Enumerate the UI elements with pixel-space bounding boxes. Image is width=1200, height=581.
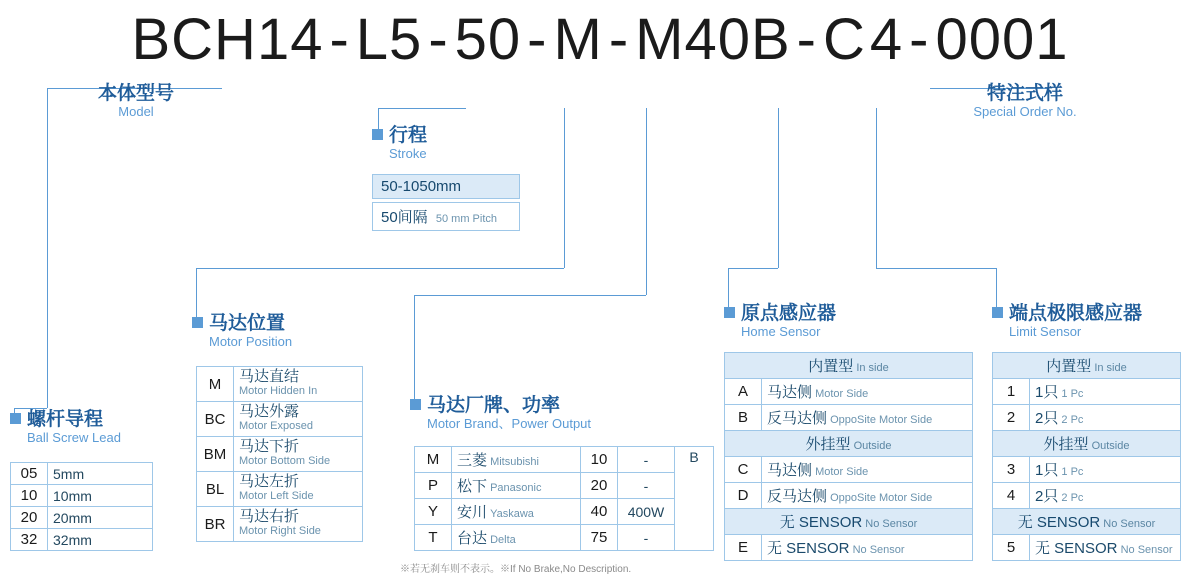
value-cn: 台达	[457, 530, 488, 547]
table-row	[415, 473, 714, 499]
value-cn: 安川	[457, 504, 488, 521]
table-row	[197, 367, 363, 402]
leader-brand-v	[414, 295, 415, 405]
heading-special-en: Special Order No.	[973, 104, 1077, 119]
motor-brand-note: ※若无刹车则不表示。※If No Brake,No Description.	[400, 564, 632, 575]
table-value-cell	[762, 535, 973, 561]
table-value-cell: 400W	[618, 499, 675, 525]
heading-home-sensor-cn	[724, 304, 836, 324]
table-row	[11, 463, 153, 485]
value-en: Motor Bottom Side	[239, 455, 331, 467]
code-dash-1: -	[329, 7, 350, 72]
table-key-cell: 5	[993, 535, 1030, 561]
table-key-cell: M	[197, 367, 234, 402]
value-cn: 2只	[1035, 488, 1059, 505]
value-cn: 马达侧	[767, 384, 813, 401]
table-value-cell: -	[618, 447, 675, 473]
table-brake-cell: B	[675, 447, 714, 551]
leader-brand-h	[414, 295, 646, 296]
table-value-cell	[762, 379, 973, 405]
leader-limit-h	[876, 268, 996, 269]
leader-model-down	[47, 88, 48, 408]
table-key-cell: 05	[11, 463, 48, 485]
band-label: 无 SENSOR No Sensor	[993, 509, 1181, 535]
heading-limit-sensor-cn-text: 端点极限感应器	[1009, 303, 1143, 324]
table-value-cell	[452, 447, 581, 473]
table-value-cell	[452, 473, 581, 499]
heading-special-cn: 特注式样	[986, 83, 1063, 104]
heading-lead	[10, 410, 121, 446]
value-en: Motor Side	[812, 466, 869, 478]
table-row	[725, 483, 973, 509]
table-key-cell: 75	[581, 525, 618, 551]
table-key-cell: BL	[197, 472, 234, 507]
value-cn: 1只	[1035, 384, 1059, 401]
leader-motorpos-h	[196, 268, 564, 269]
home-sensor-table	[724, 352, 973, 561]
heading-model	[46, 84, 226, 120]
leader-brand-up	[646, 108, 647, 295]
table-value-cell: 32mm	[48, 529, 153, 551]
code-segment-limit-sensor: 4	[869, 7, 904, 72]
heading-model-en: Model	[118, 104, 154, 119]
table-row	[11, 529, 153, 551]
table-row	[415, 499, 714, 525]
heading-home-sensor-cn-text: 原点感应器	[741, 303, 837, 324]
table-key-cell: 2	[993, 405, 1030, 431]
table-key-cell: B	[725, 405, 762, 431]
table-value-cell: 5mm	[48, 463, 153, 485]
heading-motor-brand-cn	[410, 396, 591, 416]
table-key-cell: BM	[197, 437, 234, 472]
table-value-cell	[234, 472, 363, 507]
table-row	[993, 379, 1181, 405]
value-cn: 2只	[1035, 410, 1059, 427]
heading-home-sensor	[724, 304, 836, 340]
table-key-cell: A	[725, 379, 762, 405]
table-key-cell: 20	[11, 507, 48, 529]
table-key-cell: 10	[581, 447, 618, 473]
value-en: Motor Side	[812, 388, 869, 400]
table-value-cell	[1030, 379, 1181, 405]
code-dash-5: -	[796, 7, 817, 72]
heading-home-sensor-en: Home Sensor	[741, 324, 821, 339]
value-en: Motor Hidden In	[239, 385, 318, 397]
value-en: Mitsubishi	[487, 456, 539, 468]
table-key-cell: Y	[415, 499, 452, 525]
value-cn: 无 SENSOR	[1035, 540, 1118, 557]
heading-motor-position-cn-text: 马达位置	[209, 313, 286, 334]
value-en: Yaskawa	[487, 508, 534, 520]
code-segment-stroke: 50	[454, 7, 522, 72]
table-row	[415, 447, 714, 473]
table-key-cell: D	[725, 483, 762, 509]
ball-screw-lead-table	[10, 462, 153, 551]
heading-motor-position-cn	[192, 314, 292, 334]
heading-stroke-en: Stroke	[389, 146, 427, 161]
heading-limit-sensor	[992, 304, 1142, 340]
heading-motor-brand-cn-text: 马达厂牌、功率	[427, 395, 561, 416]
heading-lead-en: Ball Screw Lead	[27, 430, 121, 445]
bullet-square-icon	[724, 307, 735, 318]
table-row	[11, 485, 153, 507]
table-value-cell	[234, 367, 363, 402]
code-segment-lead: L5	[355, 7, 423, 72]
leader-stroke-top	[378, 108, 466, 109]
table-band-row	[993, 509, 1181, 535]
table-key-cell: P	[415, 473, 452, 499]
table-band-row	[993, 353, 1181, 379]
table-value-cell: 20mm	[48, 507, 153, 529]
table-key-cell: BR	[197, 507, 234, 542]
heading-lead-cn-text: 螺杆导程	[27, 409, 104, 430]
value-cn: 马达侧	[767, 462, 813, 479]
motor-brand-power-table	[414, 446, 714, 551]
table-key-cell: E	[725, 535, 762, 561]
code-segment-motor-position: M	[553, 7, 603, 72]
bullet-square-icon	[410, 399, 421, 410]
heading-stroke	[372, 126, 427, 162]
value-cn: 马达下折	[239, 438, 300, 455]
code-segment-model: BCH14	[131, 7, 324, 72]
table-row	[993, 457, 1181, 483]
table-value-cell	[1030, 405, 1181, 431]
limit-sensor-table	[992, 352, 1181, 561]
value-cn: 马达直结	[239, 368, 300, 385]
table-band-row	[725, 509, 973, 535]
value-en: OppoSite Motor Side	[827, 492, 933, 504]
stroke-pitch-box	[372, 202, 520, 231]
table-row	[197, 472, 363, 507]
stroke-pitch-en: 50 mm Pitch	[435, 213, 497, 225]
band-label: 外挂型 Outside	[725, 431, 973, 457]
table-value-cell	[762, 457, 973, 483]
bullet-square-icon	[10, 413, 21, 424]
table-row	[725, 535, 973, 561]
value-en: Panasonic	[487, 482, 542, 494]
code-dash-6: -	[909, 7, 930, 72]
code-segment-special: 0001	[935, 7, 1069, 72]
bullet-square-icon	[372, 129, 383, 140]
table-row	[725, 405, 973, 431]
code-segment-motor-brand: M40B	[635, 7, 791, 72]
table-value-cell	[452, 525, 581, 551]
heading-limit-sensor-en: Limit Sensor	[1009, 324, 1082, 339]
heading-stroke-cn	[372, 126, 427, 146]
stroke-pitch-cn: 50间隔	[381, 209, 428, 226]
value-cn: 1只	[1035, 462, 1059, 479]
value-en: Motor Right Side	[239, 525, 321, 537]
table-key-cell: M	[415, 447, 452, 473]
table-value-cell	[234, 507, 363, 542]
table-key-cell: 20	[581, 473, 618, 499]
value-cn: 无 SENSOR	[767, 540, 850, 557]
code-dash-4: -	[608, 7, 630, 72]
table-row	[415, 525, 714, 551]
band-label: 内置型 In side	[725, 353, 973, 379]
heading-model-cn: 本体型号	[97, 83, 174, 104]
table-value-cell: -	[618, 473, 675, 499]
band-label: 内置型 In side	[993, 353, 1181, 379]
table-key-cell: 4	[993, 483, 1030, 509]
value-cn: 马达外露	[239, 403, 300, 420]
bullet-square-icon	[192, 317, 203, 328]
heading-motor-brand-en: Motor Brand、Power Output	[427, 416, 592, 431]
table-value-cell	[234, 402, 363, 437]
table-value-cell	[762, 483, 973, 509]
heading-stroke-cn-text: 行程	[389, 125, 428, 146]
leader-home-h	[728, 268, 778, 269]
stroke-range-box	[372, 174, 520, 199]
table-value-cell	[234, 437, 363, 472]
table-row	[197, 402, 363, 437]
heading-special	[925, 84, 1125, 120]
value-en: No Sensor	[1117, 544, 1173, 556]
heading-motor-brand	[410, 396, 591, 432]
value-en: 1 Pc	[1058, 466, 1084, 478]
table-value-cell: -	[618, 525, 675, 551]
value-en: Delta	[487, 534, 516, 546]
table-key-cell: 10	[11, 485, 48, 507]
value-en: Motor Exposed	[239, 420, 313, 432]
value-en: 1 Pc	[1058, 388, 1084, 400]
table-key-cell: 1	[993, 379, 1030, 405]
band-label: 无 SENSOR No Sensor	[725, 509, 973, 535]
table-key-cell: T	[415, 525, 452, 551]
leader-limit-up	[876, 108, 877, 268]
table-key-cell: C	[725, 457, 762, 483]
value-cn: 松下	[457, 478, 488, 495]
value-cn: 反马达侧	[767, 410, 828, 427]
table-key-cell: BC	[197, 402, 234, 437]
table-value-cell	[762, 405, 973, 431]
table-key-cell: 40	[581, 499, 618, 525]
value-cn: 反马达侧	[767, 488, 828, 505]
table-band-row	[993, 431, 1181, 457]
heading-motor-position	[192, 314, 292, 350]
table-value-cell	[1030, 535, 1181, 561]
code-dash-3: -	[527, 7, 548, 72]
table-key-cell: 3	[993, 457, 1030, 483]
value-en: 2 Pc	[1058, 492, 1084, 504]
table-row	[11, 507, 153, 529]
table-row	[993, 483, 1181, 509]
table-row	[197, 507, 363, 542]
value-cn: 马达左折	[239, 473, 300, 490]
table-row	[993, 405, 1181, 431]
table-key-cell: 32	[11, 529, 48, 551]
table-band-row	[725, 353, 973, 379]
code-segment-home-sensor: C	[822, 7, 866, 72]
bullet-square-icon	[992, 307, 1003, 318]
table-row	[993, 535, 1181, 561]
motor-position-table	[196, 366, 363, 542]
table-value-cell	[1030, 457, 1181, 483]
band-label: 外挂型 Outside	[993, 431, 1181, 457]
stroke-range-value: 50-1050mm	[381, 178, 462, 195]
value-cn: 马达右折	[239, 508, 300, 525]
leader-home-up	[778, 108, 779, 268]
table-value-cell: 10mm	[48, 485, 153, 507]
heading-motor-position-en: Motor Position	[209, 334, 293, 349]
value-en: 2 Pc	[1058, 414, 1084, 426]
table-band-row	[725, 431, 973, 457]
leader-motorpos-up	[564, 108, 565, 268]
value-en: OppoSite Motor Side	[827, 414, 933, 426]
table-row	[197, 437, 363, 472]
value-cn: 三菱	[457, 452, 488, 469]
table-value-cell	[1030, 483, 1181, 509]
table-row	[725, 379, 973, 405]
heading-limit-sensor-cn	[992, 304, 1142, 324]
table-value-cell	[452, 499, 581, 525]
table-row	[725, 457, 973, 483]
product-code	[0, 6, 1200, 73]
code-dash-2: -	[428, 7, 449, 72]
value-en: No Sensor	[849, 544, 905, 556]
heading-lead-cn	[10, 410, 121, 430]
value-en: Motor Left Side	[239, 490, 314, 502]
